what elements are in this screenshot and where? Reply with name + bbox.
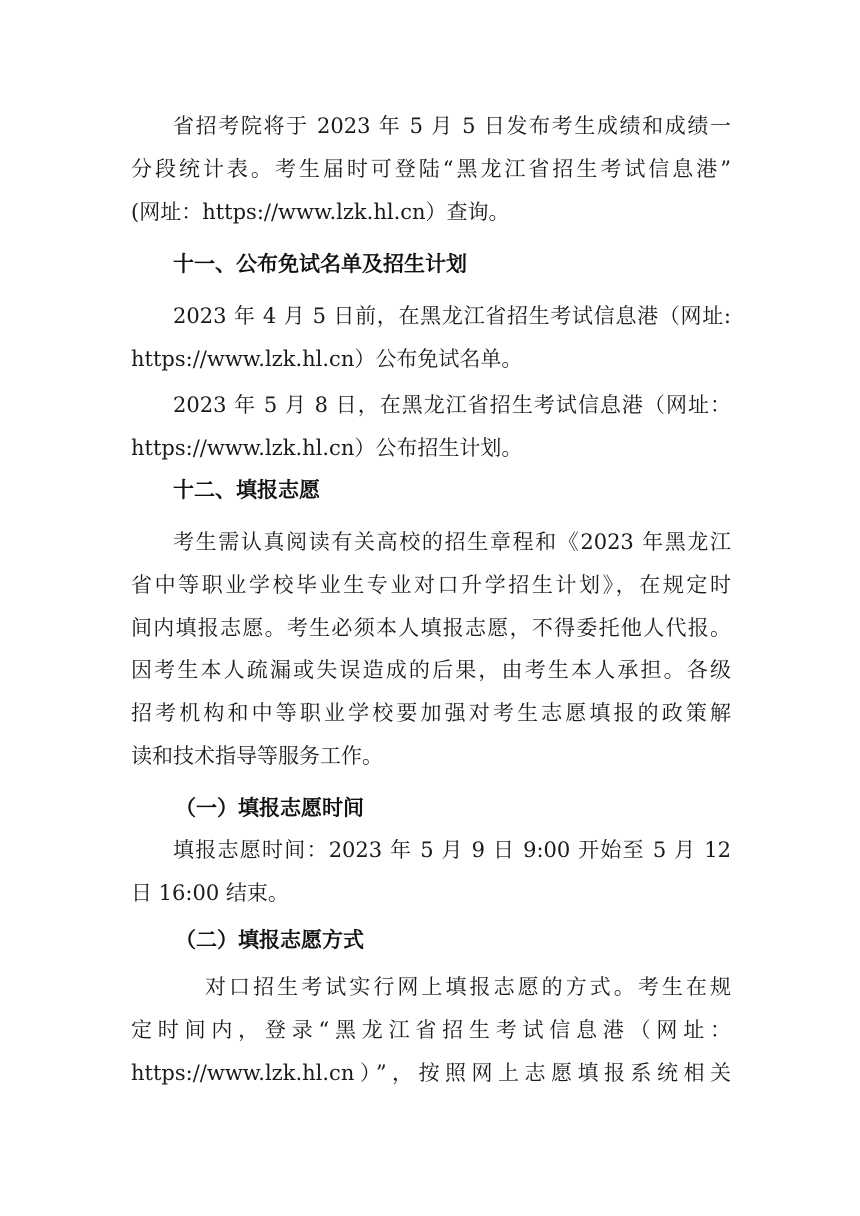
- results-paragraph-line-1: 省招考院将于 2023 年 5 月 5 日发布考生成绩和成绩一: [173, 114, 731, 138]
- results-paragraph-line-3: (网址：https://www.lzk.hl.cn）查询。: [131, 200, 510, 224]
- section-12-intro-line-2: 省中等职业学校毕业生专业对口升学招生计划》，在规定时: [131, 573, 731, 597]
- section-12-intro-line-1: 考生需认真阅读有关高校的招生章程和《2023 年黑龙江: [173, 530, 731, 554]
- exemption-list-line-1: 2023 年 4 月 5 日前，在黑龙江省招生考试信息港（网址:: [173, 304, 731, 328]
- enrollment-plan-line-1: 2023 年 5 月 8 日，在黑龙江省招生考试信息港（网址：: [173, 393, 731, 417]
- subsection-2-line-1: 对口招生考试实行网上填报志愿的方式。考生在规: [205, 975, 731, 999]
- section-12-intro-line-4: 因考生本人疏漏或失误造成的后果，由考生本人承担。各级: [131, 658, 731, 682]
- subsection-2-line-3: https://www.lzk.hl.cn）”，按照网上志愿填报系统相关: [131, 1061, 731, 1085]
- exemption-list-line-2: https://www.lzk.hl.cn）公布免试名单。: [131, 347, 523, 371]
- subsection-2-heading: （二）填报志愿方式: [175, 928, 364, 952]
- section-12-intro-line-3: 间内填报志愿。考生必须本人填报志愿，不得委托他人代报。: [131, 616, 731, 640]
- section-12-intro-line-6: 读和技术指导等服务工作。: [131, 744, 383, 768]
- results-paragraph-line-2: 分段统计表。考生届时可登陆“黑龙江省招生考试信息港”: [131, 157, 731, 181]
- section-11-heading: 十一、公布免试名单及招生计划: [173, 252, 467, 276]
- subsection-1-heading: （一）填报志愿时间: [175, 796, 364, 820]
- subsection-1-line-2: 日 16:00 结束。: [131, 881, 289, 905]
- enrollment-plan-line-2: https://www.lzk.hl.cn）公布招生计划。: [131, 436, 523, 460]
- section-12-intro-line-5: 招考机构和中等职业学校要加强对考生志愿填报的政策解: [131, 701, 731, 725]
- subsection-2-line-2: 定时间内，登录“黑龙江省招生考试信息港（网址：: [131, 1018, 731, 1042]
- subsection-1-line-1: 填报志愿时间：2023 年 5 月 9 日 9:00 开始至 5 月 12: [173, 838, 731, 862]
- section-12-heading: 十二、填报志愿: [173, 478, 320, 502]
